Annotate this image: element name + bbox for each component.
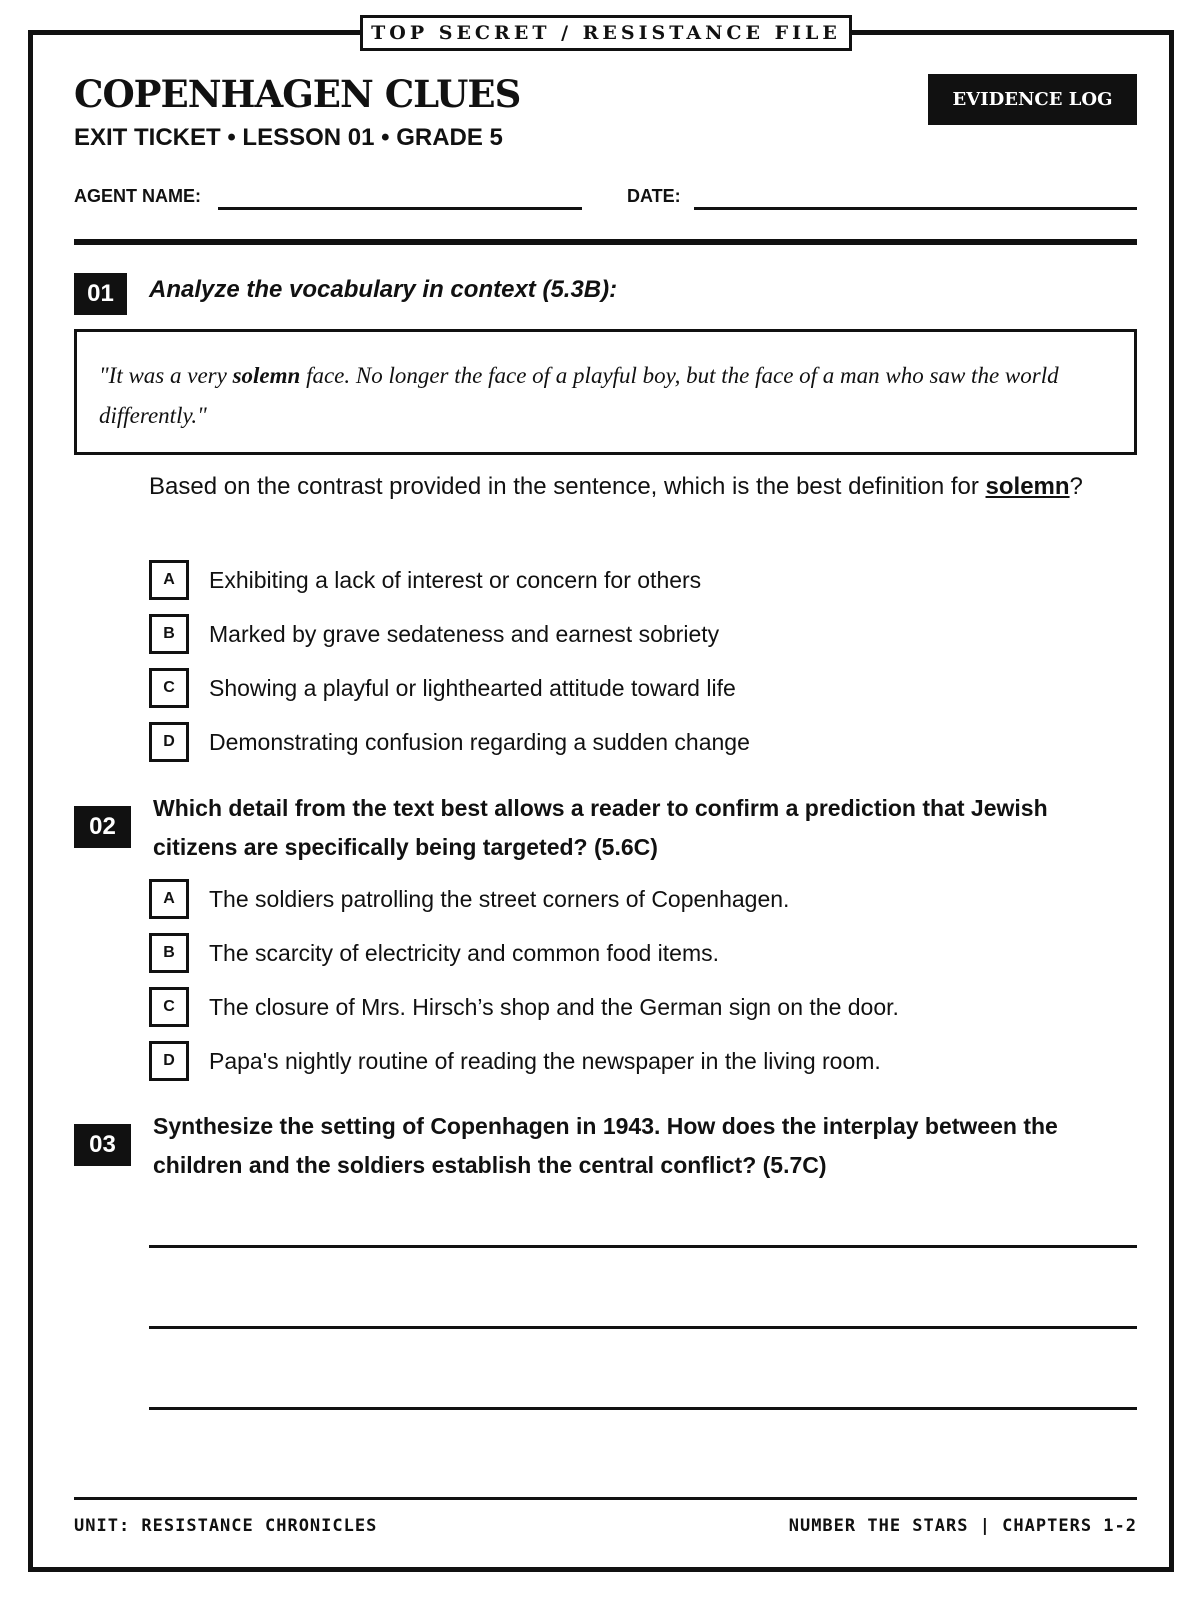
option-text: Showing a playful or lighthearted attitude toward life xyxy=(209,674,736,701)
q1-option-b[interactable] xyxy=(149,614,719,654)
quote-text-before: "It was a very xyxy=(99,363,233,388)
top-secret-stamp: TOP SECRET / RESISTANCE FILE xyxy=(360,15,852,51)
answer-line-3[interactable] xyxy=(149,1407,1137,1410)
option-text: The soldiers patrolling the street corners of Copenhagen. xyxy=(209,885,790,912)
quote-text-after: face. No longer the face of a playful boy, but the face of a man who saw the world differently." xyxy=(99,363,1059,428)
option-letter-box[interactable]: D xyxy=(149,722,189,762)
option-letter-box[interactable]: C xyxy=(149,987,189,1027)
q1-option-a[interactable] xyxy=(149,560,701,600)
option-letter-box[interactable]: A xyxy=(149,879,189,919)
question-1-text-after: ? xyxy=(1069,473,1083,500)
page-title: COPENHAGEN CLUES xyxy=(74,72,521,116)
option-letter-box[interactable]: B xyxy=(149,614,189,654)
q2-option-b[interactable] xyxy=(149,933,719,973)
question-1-prompt: Analyze the vocabulary in context (5.3B): xyxy=(149,276,618,303)
agent-name-label: AGENT NAME: xyxy=(74,186,201,206)
question-2-prompt: Which detail from the text best allows a reader to confirm a prediction that Jewish citizens are specifically being targeted? (5.6C) xyxy=(153,795,1048,860)
header-divider xyxy=(74,239,1137,245)
footer-book: NUMBER THE STARS | CHAPTERS 1-2 xyxy=(788,1516,1137,1536)
quote-box xyxy=(74,329,1137,455)
q2-option-d[interactable] xyxy=(149,1041,881,1081)
agent-name-field[interactable] xyxy=(218,207,582,210)
option-text: The scarcity of electricity and common food items. xyxy=(209,939,720,966)
q2-option-c[interactable] xyxy=(149,987,899,1027)
footer-divider xyxy=(74,1497,1137,1500)
question-1-text-before: Based on the contrast provided in the sentence, which is the best definition for xyxy=(149,473,986,500)
q2-option-a[interactable] xyxy=(149,879,789,919)
footer-unit: UNIT: RESISTANCE CHRONICLES xyxy=(74,1516,378,1536)
question-2-number: 02 xyxy=(74,806,131,848)
date-field[interactable] xyxy=(694,207,1137,210)
answer-line-2[interactable] xyxy=(149,1326,1137,1329)
evidence-log-button[interactable]: EVIDENCE LOG xyxy=(928,74,1137,125)
answer-line-1[interactable] xyxy=(149,1245,1137,1248)
option-letter-box[interactable]: C xyxy=(149,668,189,708)
q1-option-c[interactable] xyxy=(149,668,736,708)
option-letter-box[interactable]: D xyxy=(149,1041,189,1081)
option-text: The closure of Mrs. Hirsch’s shop and the German sign on the door. xyxy=(209,993,899,1020)
date-label: DATE: xyxy=(627,186,681,206)
option-text: Papa's nightly routine of reading the newspaper in the living room. xyxy=(209,1047,881,1074)
q1-option-d[interactable] xyxy=(149,722,750,762)
question-1-key-word: solemn xyxy=(985,473,1070,500)
option-letter-box[interactable]: A xyxy=(149,560,189,600)
question-3-prompt: Synthesize the setting of Copenhagen in 1943. How does the interplay between the children and the soldiers establish the central conflict? (5.7C) xyxy=(153,1113,1058,1178)
question-1-number: 01 xyxy=(74,273,127,315)
question-1-text xyxy=(149,467,1109,506)
page-subtitle: EXIT TICKET • LESSON 01 • GRADE 5 xyxy=(74,124,503,151)
option-letter-box[interactable]: B xyxy=(149,933,189,973)
option-text: Demonstrating confusion regarding a sudden change xyxy=(209,728,750,755)
question-3-number: 03 xyxy=(74,1124,131,1166)
quote-bold-word: solemn xyxy=(232,363,301,388)
option-text: Exhibiting a lack of interest or concern for others xyxy=(209,566,702,593)
option-text: Marked by grave sedateness and earnest sobriety xyxy=(209,620,720,647)
